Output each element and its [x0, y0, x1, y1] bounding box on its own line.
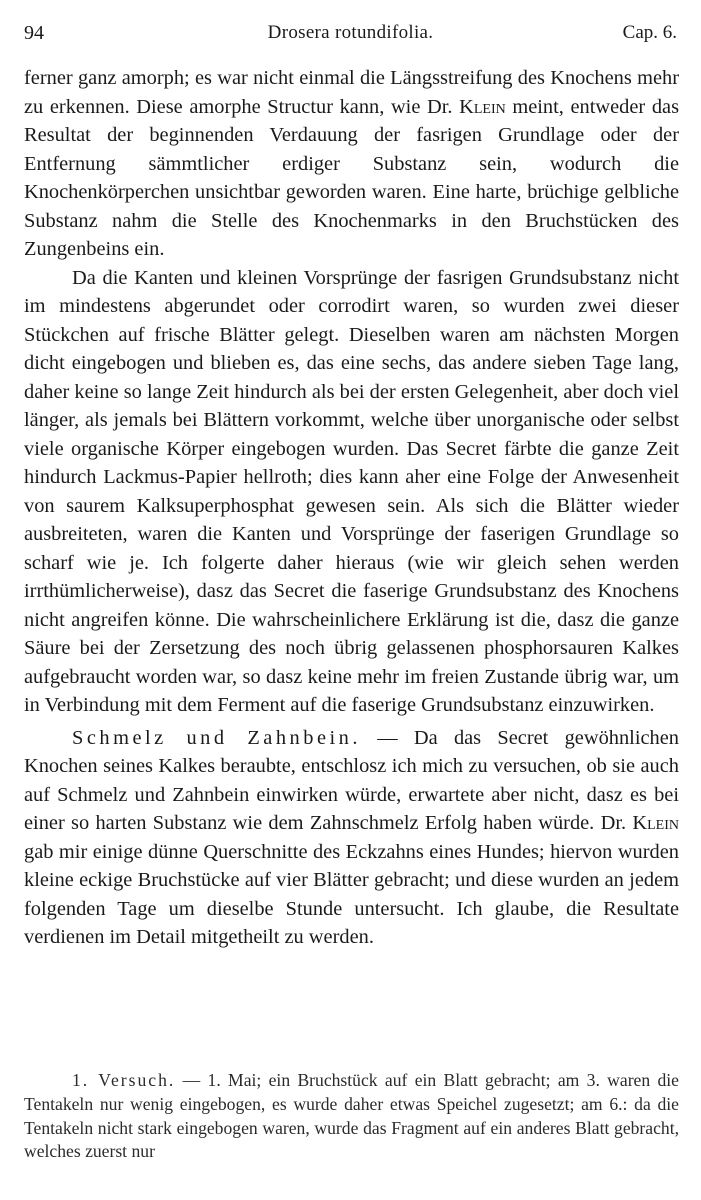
- experiment-note-text: [24, 1069, 679, 1164]
- running-title: Drosera rotundifolia.: [267, 22, 434, 43]
- paragraph-3-part-b: gab mir einige dünne Querschnitte des Eckzahns eines Hundes; hiervon wurden kleine eckige Bruchstücke auf vier Blätter gebracht; und diese wurden an jedem folgenden Tage um dieselbe Stunde untersucht. Ich glaube, die Resultate verdienen im Detail mitgetheilt zu werden.: [24, 840, 679, 948]
- author-name-klein: Klein: [459, 95, 506, 118]
- paragraph-3-part-a: — Da das Secret gewöhnlichen Knochen seines Kalkes beraubte, entschlosz ich mich zu versuchen, ob sie auch auf Schmelz und Zahnbein einwirken würde, erwartete aber nicht, dasz es bei einer so harten Substanz wie dem Zahnschmelz Erfolg haben würde. Dr.: [24, 726, 679, 834]
- paragraph-3: [24, 724, 679, 952]
- experiment-label: 1. Versuch.: [72, 1070, 176, 1090]
- page-number: 94: [24, 22, 44, 44]
- body-text: [24, 64, 679, 952]
- paragraph-1-part-b: meint, entweder das Resultat der beginnenden Verdauung der fasrigen Grundlage oder der Entfernung sämmtlicher erdiger Substanz sein, wodurch die Knochenkörperchen unsichtbar geworden waren. Eine harte, brüchige gelbliche Substanz nahm die Stelle des Knochenmarks in den Bruchstücken des Zungenbeins ein.: [24, 95, 680, 260]
- chapter-label: Cap. 6.: [622, 22, 677, 43]
- paragraph-1: [24, 64, 679, 264]
- paragraph-2: Da die Kanten und kleinen Vorsprünge der fasrigen Grundsubstanz nicht im mindestens abgerundet oder corrodirt waren, so wurden zwei dieser Stückchen auf frische Blätter gelegt. Dieselben waren am nächsten Morgen dicht eingebogen und blieben es, das eine sechs, das andere sieben Tage lang, daher keine so lange Zeit hindurch als bei der ersten Gelegenheit, aber doch viel länger, als jemals bei Blättern vorkommt, welche über unorganische oder selbst viele organische Körper eingebogen wurden. Das Secret färbte die ganze Zeit hindurch Lackmus-Papier hellroth; dies kann aher eine Folge der Anwesenheit von saurem Kalksuperphosphat gewesen sein. Als sich die Blätter wieder ausbreiteten, waren die Kanten und Vorsprünge der faserigen Grundlage so scharf wie je. Ich folgerte daher hieraus (wie wir gleich sehen werden irrthümlicherweise), dasz das Secret die faserige Grundsubstanz des Knochens nicht angreifen könne. Die wahrscheinlichere Erklärung ist die, dasz die ganze Säure bei der Zersetzung des noch übrig gelassenen phosphorsauren Kalkes aufgebraucht worden war, so dasz keine mehr im freien Zustande übrig war, um in Verbindung mit dem Ferment auf die faserige Grundsubstanz einzuwirken.: [24, 266, 679, 716]
- author-name-klein-2: Klein: [632, 812, 679, 834]
- page-header: [24, 22, 677, 48]
- experiment-note: [24, 1069, 679, 1164]
- section-heading-schmelz: Schmelz und Zahnbein.: [72, 726, 361, 749]
- paragraph-1-part-a: ferner ganz amorph; es war nicht einmal die Längsstreifung des Knochens mehr zu erkennen. Diese amorphe Structur kann, wie Dr.: [24, 67, 679, 118]
- experiment-body: — 1. Mai; ein Bruchstück auf ein Blatt gebracht; am 3. waren die Tentakeln nur wenig eingebogen, es wurde daher etwas Speichel zugesetzt; am 6.: da die Tentakeln nicht stark eingebogen waren, wurde das Fragment auf ein anderes Blatt gebracht, welches zuerst nur: [24, 1070, 679, 1162]
